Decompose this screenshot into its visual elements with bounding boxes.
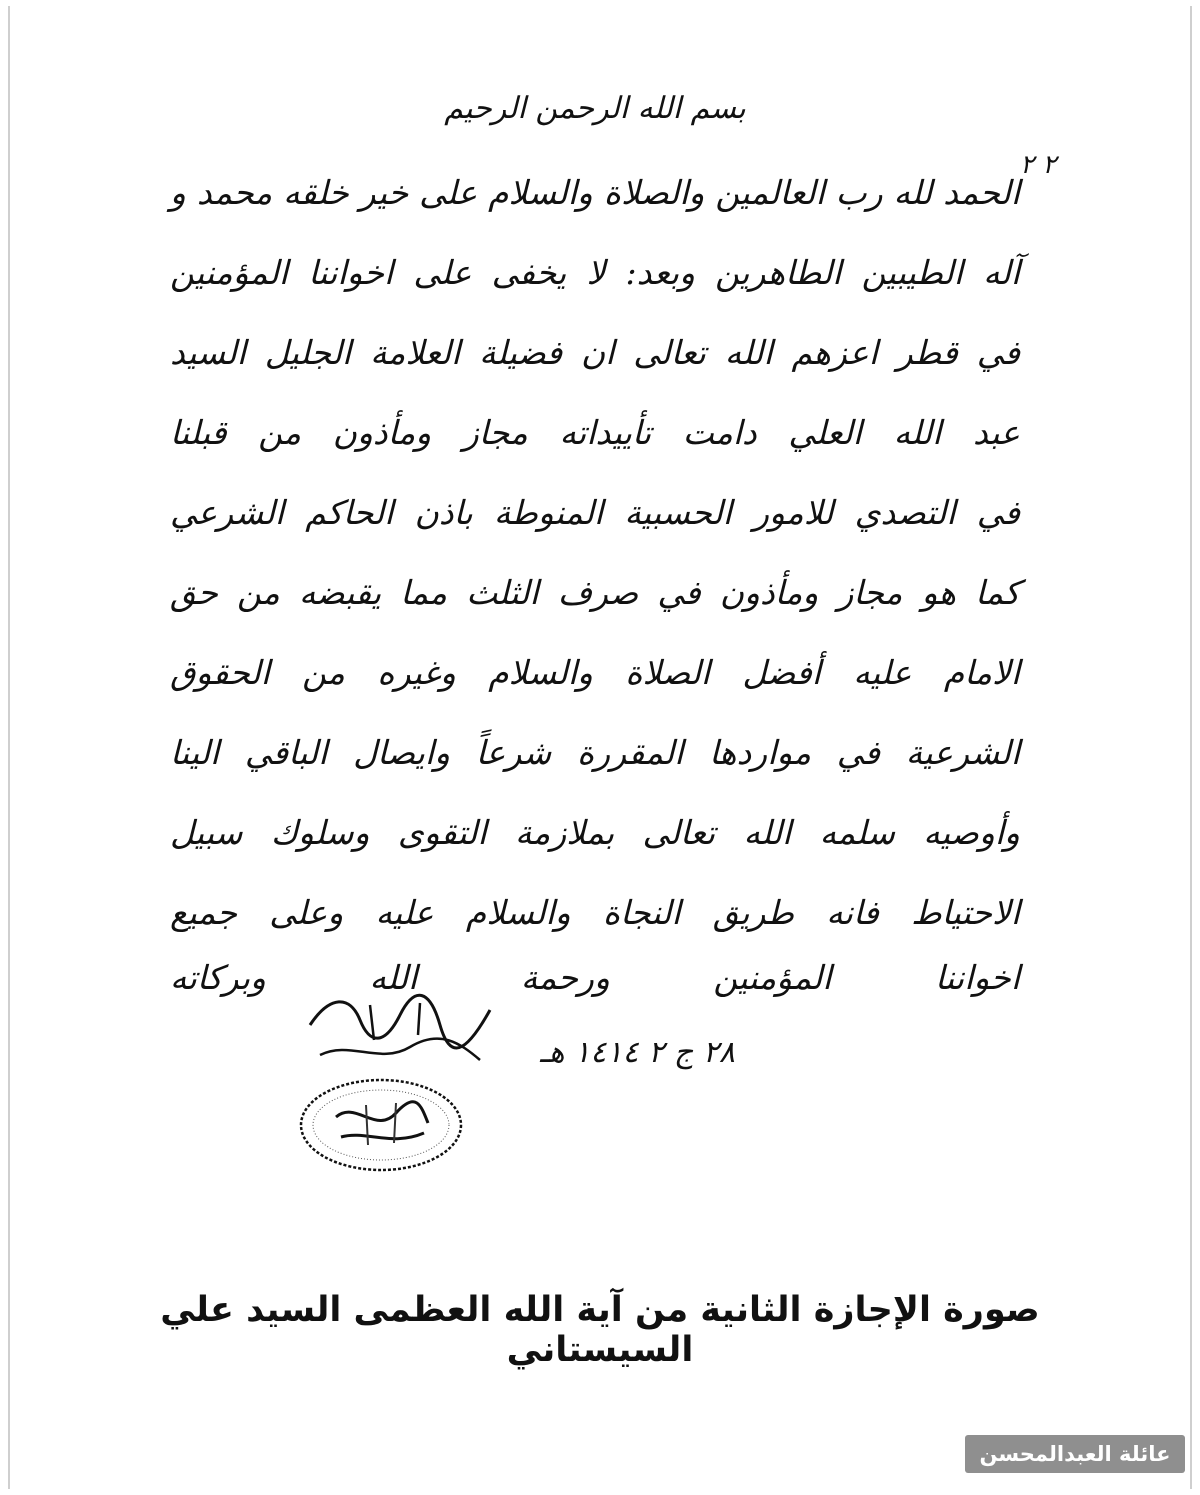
letter-line: الامام عليه أفضل الصلاة والسلام وغيره من الحقوق (170, 653, 1020, 692)
site-watermark: عائلة العبدالمحسن (965, 1435, 1185, 1473)
letter-line: وأوصيه سلمه الله تعالى بملازمة التقوى وسلوك سبيل (170, 813, 1020, 852)
seal-stamp (296, 1075, 466, 1175)
letter-line: الحمد لله رب العالمين والصلاة والسلام على خير خلقه محمد و (170, 173, 1020, 212)
letter-line: الاحتياط فانه طريق النجاة والسلام عليه وعلى جميع (170, 893, 1020, 932)
letter-line: في قطر اعزهم الله تعالى ان فضيلة العلامة الجليل السيد (170, 333, 1020, 372)
letter-date: ٢٨ ج ٢ ١٤١٤ هـ (540, 1035, 735, 1070)
basmala: بسم الله الرحمن الرحيم (444, 91, 746, 126)
letter-line: آله الطيبين الطاهرين وبعد: لا يخفى على اخواننا المؤمنين (170, 253, 1020, 292)
letter-line: عبد الله العلي دامت تأييداته مجاز ومأذون من قبلنا (170, 413, 1020, 452)
page-number-mark: ٢ ٢ (1020, 150, 1057, 180)
letter-line: في التصدي للامور الحسبية المنوطة باذن الحاكم الشرعي (170, 493, 1020, 532)
signature (290, 985, 510, 1075)
letter-closing-line: اخواننا المؤمنين ورحمة الله وبركاته (170, 958, 1020, 997)
letter-line: كما هو مجاز ومأذون في صرف الثلث مما يقبضه من حق (170, 573, 1020, 612)
image-caption: صورة الإجازة الثانية من آية الله العظمى السيد علي السيستاني (160, 1290, 1040, 1370)
letter-line: الشرعية في مواردها المقررة شرعاً وايصال الباقي الينا (170, 733, 1020, 772)
